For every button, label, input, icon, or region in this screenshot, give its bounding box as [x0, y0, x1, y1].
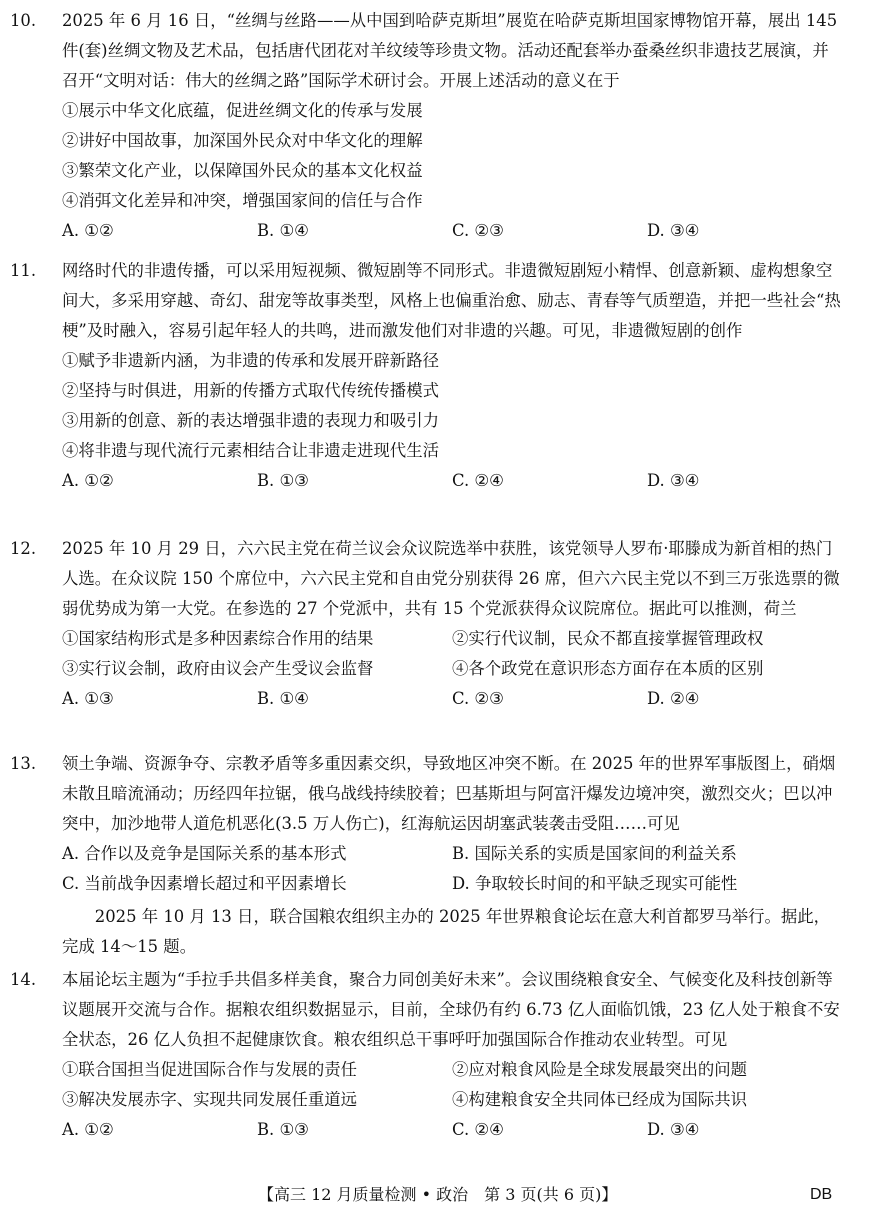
question-10	[10, 6, 842, 246]
statement-4: ④各个政党在意识形态方面存在本质的区别	[452, 659, 764, 678]
statement-2: ②讲好中国故事，加深国外民众对中华文化的理解	[62, 131, 423, 150]
question-12	[10, 534, 842, 714]
statement-1: ①联合国担当促进国际合作与发展的责任	[62, 1060, 358, 1079]
question-14	[10, 965, 842, 1145]
question-number: 10.	[10, 11, 37, 30]
statement-1: ①展示中华文化底蕴，促进丝绸文化的传承与发展	[62, 101, 423, 120]
question-stem: 2025 年 6 月 16 日，“丝绸与丝路——从中国到哈萨克斯坦”展览在哈萨克斯坦国家博物馆开幕，展出 145 件(套)丝绸文物及艺术品，包括唐代团花对羊纹绫等珍贵文物。活动还配套举办蚕桑丝织非遗技艺展演，并召开“文明对话：伟大的丝绸之路”国际学术研讨会。开展上述活动的意义在于	[62, 11, 838, 90]
question-stem: 2025 年 10 月 29 日，六六民主党在荷兰议会众议院选举中获胜，该党领导人罗布·耶滕成为新首相的热门人选。在众议院 150 个席位中，六六民主党和自由党分别获得 26 席，但六六民主党以不到三万张选票的微弱优势成为第一大党。在参选的 27 个党派中，共有 15 个党派获得众议院席位。据此可以推测，荷兰	[62, 539, 840, 618]
statement-3: ③实行议会制，政府由议会产生受议会监督	[62, 659, 374, 678]
choice-b[interactable]: B. ①④	[257, 689, 309, 708]
choice-d[interactable]: D. ③④	[647, 221, 700, 240]
choice-c[interactable]: C. ②④	[452, 471, 504, 490]
choice-d[interactable]: D. 争取较长时间的和平缺乏现实可能性	[452, 874, 738, 893]
statement-2: ②应对粮食风险是全球发展最突出的问题	[452, 1060, 748, 1079]
question-number: 14.	[10, 970, 37, 989]
choice-a[interactable]: A. ①②	[62, 471, 114, 490]
question-stem: 本届论坛主题为“手拉手共倡多样美食，聚合力同创美好未来”。会议围绕粮食安全、气候变化及科技创新等议题展开交流与合作。据粮农组织数据显示，目前，全球仍有约 6.73 亿人面临饥饿，23 亿人处于粮食不安全状态，26 亿人负担不起健康饮食。粮农组织总干事呼吁加强国际合作推动农业转型。可见	[62, 970, 840, 1049]
choice-b[interactable]: B. ①③	[257, 471, 309, 490]
choice-b[interactable]: B. ①④	[257, 221, 309, 240]
choice-c[interactable]: C. ②③	[452, 689, 504, 708]
footer-page-info: 【高三 12 月质量检测 • 政治 第 3 页(共 6 页)】	[258, 1185, 618, 1204]
choice-d[interactable]: D. ③④	[647, 471, 700, 490]
choice-d[interactable]: D. ③④	[647, 1120, 700, 1139]
choice-a[interactable]: A. ①②	[62, 221, 114, 240]
answer-choices	[62, 839, 842, 869]
question-number: 11.	[10, 261, 37, 280]
choice-a[interactable]: A. ①③	[62, 689, 114, 708]
statement-1: ①国家结构形式是多种因素综合作用的结果	[62, 629, 374, 648]
statement-4: ④将非遗与现代流行元素相结合让非遗走进现代生活	[62, 441, 439, 460]
question-stem: 领土争端、资源争夺、宗教矛盾等多重因素交织，导致地区冲突不断。在 2025 年的世界军事版图上，硝烟未散且暗流涌动；历经四年拉锯，俄乌战线持续胶着；巴基斯坦与阿富汗爆发边境冲突，激烈交火；巴以冲突中，加沙地带人道危机恶化(3.5 万人伤亡)，红海航运因胡塞武装袭击受阻……可见	[62, 754, 836, 833]
choice-c[interactable]: C. 当前战争因素增长超过和平因素增长	[62, 874, 347, 893]
choice-a[interactable]: A. 合作以及竞争是国际关系的基本形式	[62, 844, 347, 863]
choice-a[interactable]: A. ①②	[62, 1120, 114, 1139]
statement-2: ②坚持与时俱进，用新的传播方式取代传统传播模式	[62, 381, 439, 400]
answer-choices	[62, 684, 842, 714]
footer-code: DB	[810, 1186, 833, 1203]
choice-c[interactable]: C. ②③	[452, 221, 504, 240]
question-number: 13.	[10, 754, 37, 773]
choice-b[interactable]: B. ①③	[257, 1120, 309, 1139]
statement-3: ③用新的创意、新的表达增强非遗的表现力和吸引力	[62, 411, 439, 430]
statement-2: ②实行代议制，民众不都直接掌握管理政权	[452, 629, 764, 648]
answer-choices	[62, 216, 842, 246]
answer-choices	[62, 466, 842, 496]
answer-choices	[62, 1115, 842, 1145]
statement-3: ③解决发展赤字、实现共同发展任重道远	[62, 1090, 358, 1109]
statement-1: ①赋予非遗新内涵，为非遗的传承和发展开辟新路径	[62, 351, 439, 370]
question-11	[10, 256, 842, 496]
choice-c[interactable]: C. ②④	[452, 1120, 504, 1139]
question-number: 12.	[10, 539, 37, 558]
statement-4: ④消弭文化差异和冲突，增强国家间的信任与合作	[62, 191, 423, 210]
choice-d[interactable]: D. ②④	[647, 689, 700, 708]
choice-b[interactable]: B. 国际关系的实质是国家间的利益关系	[452, 844, 737, 863]
section-intro: 2025 年 10 月 13 日，联合国粮农组织主办的 2025 年世界粮食论坛在意大利首都罗马举行。据此，完成 14～15 题。	[62, 907, 831, 956]
statement-4: ④构建粮食安全共同体已经成为国际共识	[452, 1090, 748, 1109]
question-stem: 网络时代的非遗传播，可以采用短视频、微短剧等不同形式。非遗微短剧短小精悍、创意新颖、虚构想象空间大，多采用穿越、奇幻、甜宠等故事类型，风格上也偏重治愈、励志、青春等气质塑造，并把一些社会“热梗”及时融入，容易引起年轻人的共鸣，进而激发他们对非遗的兴趣。可见，非遗微短剧的创作	[62, 261, 841, 340]
question-13	[10, 749, 842, 899]
statement-3: ③繁荣文化产业，以保障国外民众的基本文化权益	[62, 161, 423, 180]
